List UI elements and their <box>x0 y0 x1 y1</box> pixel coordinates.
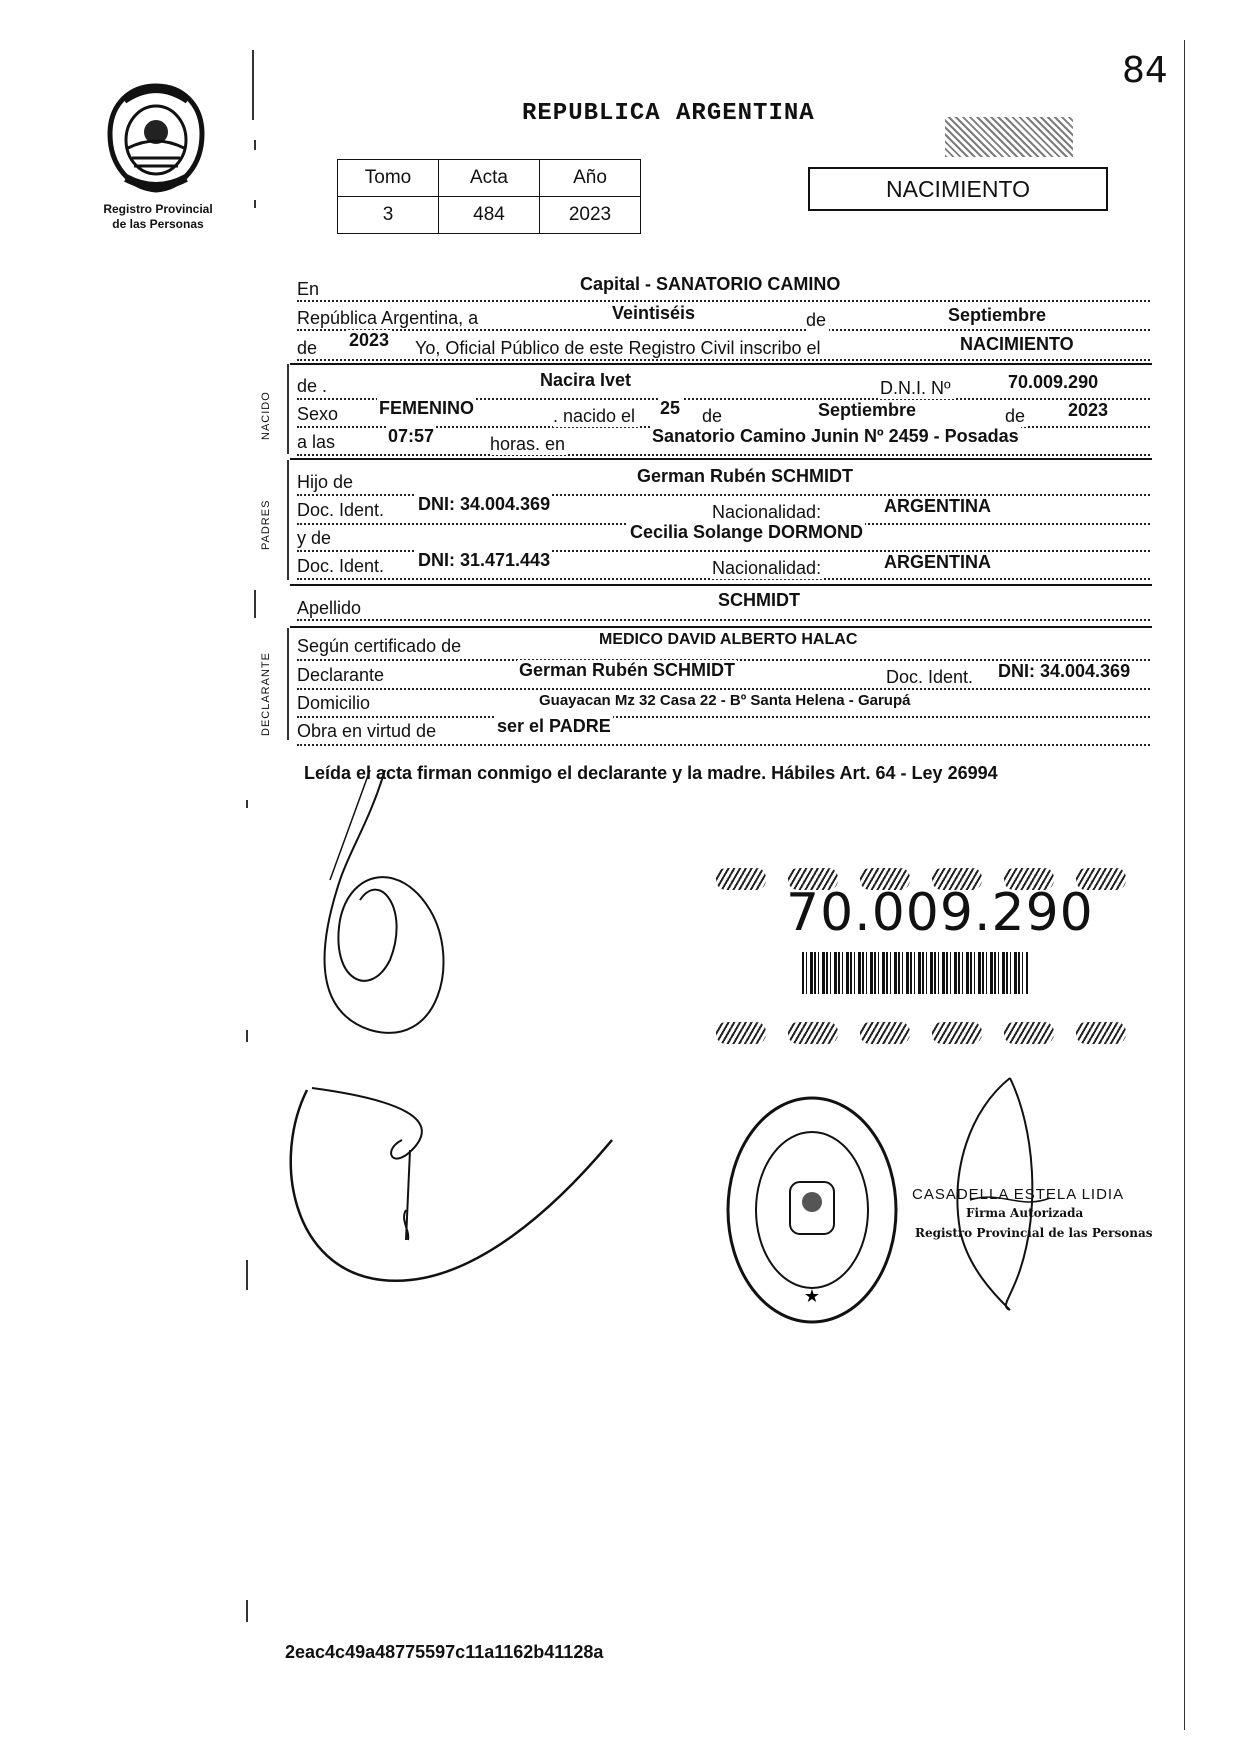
margin-line <box>254 200 256 208</box>
official-title: Firma Autorizada <box>966 1206 1084 1220</box>
y-de-label: y de <box>297 528 334 549</box>
dni-stamp-number: 70.009.290 <box>786 883 1094 943</box>
margin-line <box>252 50 254 120</box>
declarant-relation: ser el PADRE <box>497 716 611 736</box>
mother-nationality: ARGENTINA <box>884 552 991 572</box>
father-doc: DNI: 34.004.369 <box>418 494 551 514</box>
dni-stamp-strip <box>716 1022 1156 1048</box>
birth-time: 07:57 <box>388 426 435 446</box>
doc-ident-label: Doc. Ident. <box>297 556 387 577</box>
nacido-el-label: . nacido el <box>553 406 638 427</box>
apellido-label: Apellido <box>297 598 364 619</box>
page-edge-line <box>1184 40 1185 1730</box>
closing-statement: Leída el acta firman conmigo el declarante y la madre. Hábiles Art. 64 - Ley 26994 <box>304 763 998 783</box>
inscribe-type: NACIMIENTO <box>960 334 1074 354</box>
birth-month: Septiembre <box>818 400 917 420</box>
table-cell: 2023 <box>540 197 641 234</box>
doc-type-box: NACIMIENTO <box>808 167 1108 211</box>
signature-left <box>290 760 480 1060</box>
page-number: 84 <box>1122 50 1168 91</box>
side-bracket <box>287 364 289 454</box>
mother-doc: DNI: 31.471.443 <box>418 550 551 570</box>
table-cell: 484 <box>439 197 540 234</box>
margin-line <box>246 1030 248 1042</box>
table-header: Año <box>540 160 641 197</box>
mother-name: Cecilia Solange DORMOND <box>630 522 864 542</box>
obra-label: Obra en virtud de <box>297 721 439 742</box>
side-label-padres: PADRES <box>260 499 272 550</box>
doc-ident-label: Doc. Ident. <box>297 500 387 521</box>
a-las-label: a las <box>297 432 338 453</box>
table-row <box>338 197 641 234</box>
declarante-label: Declarante <box>297 665 387 686</box>
child-sex: FEMENINO <box>379 398 475 418</box>
side-label-declarante: DECLARANTE <box>260 652 272 736</box>
official-seal <box>722 1090 902 1330</box>
father-name: German Rubén SCHMIDT <box>637 466 854 486</box>
place-of-registration: Capital - SANATORIO CAMINO <box>580 274 841 294</box>
side-label-nacido: NACIDO <box>260 391 272 440</box>
father-nationality: ARGENTINA <box>884 496 991 516</box>
de-label: de <box>297 338 320 359</box>
birth-place: Sanatorio Camino Junin Nº 2459 - Posadas <box>652 426 1019 446</box>
name-label: de . <box>297 376 330 397</box>
document-hash: 2eac4c49a48775597c11a1162b41128a <box>285 1642 604 1662</box>
svg-text:★: ★ <box>803 1286 821 1307</box>
birth-de-label: de <box>1005 406 1028 427</box>
margin-line <box>254 140 256 150</box>
record-table <box>337 159 641 234</box>
yo-text: Yo, Oficial Público de este Registro Civil inscribo el <box>415 338 824 359</box>
en-label: En <box>297 279 322 300</box>
decl-doc-label: Doc. Ident. <box>886 667 976 688</box>
nacionalidad-label: Nacionalidad: <box>712 502 824 523</box>
barcode <box>802 952 1028 994</box>
hologram-stamp <box>945 117 1073 157</box>
declarant-doc: DNI: 34.004.369 <box>998 661 1131 681</box>
document-title: REPUBLICA ARGENTINA <box>522 100 815 127</box>
margin-line <box>254 590 256 618</box>
certificate-issuer: MEDICO DAVID ALBERTO HALAC <box>599 631 858 648</box>
section-divider <box>290 363 1152 365</box>
registration-year: 2023 <box>349 330 390 350</box>
side-bracket <box>287 628 289 740</box>
table-cell: 3 <box>338 197 439 234</box>
table-header: Tomo <box>338 160 439 197</box>
province-seal <box>104 82 208 194</box>
section-divider <box>290 458 1152 460</box>
margin-line <box>246 1600 248 1622</box>
table-row <box>338 160 641 197</box>
horas-label: horas. en <box>490 434 568 455</box>
table-header: Acta <box>439 160 540 197</box>
signature-bottom-left <box>282 1080 632 1290</box>
official-office: Registro Provincial de las Personas <box>915 1226 1153 1240</box>
certificado-label: Según certificado de <box>297 636 464 657</box>
child-name: Nacira Ivet <box>540 370 632 390</box>
child-dni: 70.009.290 <box>1008 372 1099 392</box>
sexo-label: Sexo <box>297 404 341 425</box>
declarant-name: German Rubén SCHMIDT <box>519 660 736 680</box>
official-name: CASADELLA ESTELA LIDIA <box>912 1186 1125 1203</box>
nacionalidad-label: Nacionalidad: <box>712 558 824 579</box>
de-label: de <box>806 310 829 331</box>
registry-label: Registro Provincial de las Personas <box>103 202 213 231</box>
registration-month: Septiembre <box>948 305 1047 325</box>
domicilio-label: Domicilio <box>297 693 373 714</box>
birth-de-label: de <box>702 406 725 427</box>
birth-day: 25 <box>660 398 681 418</box>
section-divider <box>290 584 1152 586</box>
day-words: Veintiséis <box>612 303 696 323</box>
hijo-de-label: Hijo de <box>297 472 356 493</box>
birth-year: 2023 <box>1068 400 1109 420</box>
side-bracket <box>287 460 289 580</box>
surname: SCHMIDT <box>718 590 800 610</box>
declarant-address: Guayacan Mz 32 Casa 22 - Bº Santa Helena - Garupá <box>539 692 911 709</box>
republica-label: República Argentina, a <box>297 308 481 329</box>
margin-line <box>246 800 248 808</box>
margin-line <box>246 1260 248 1290</box>
section-divider <box>290 626 1152 628</box>
dni-label: D.N.I. Nº <box>880 378 954 399</box>
